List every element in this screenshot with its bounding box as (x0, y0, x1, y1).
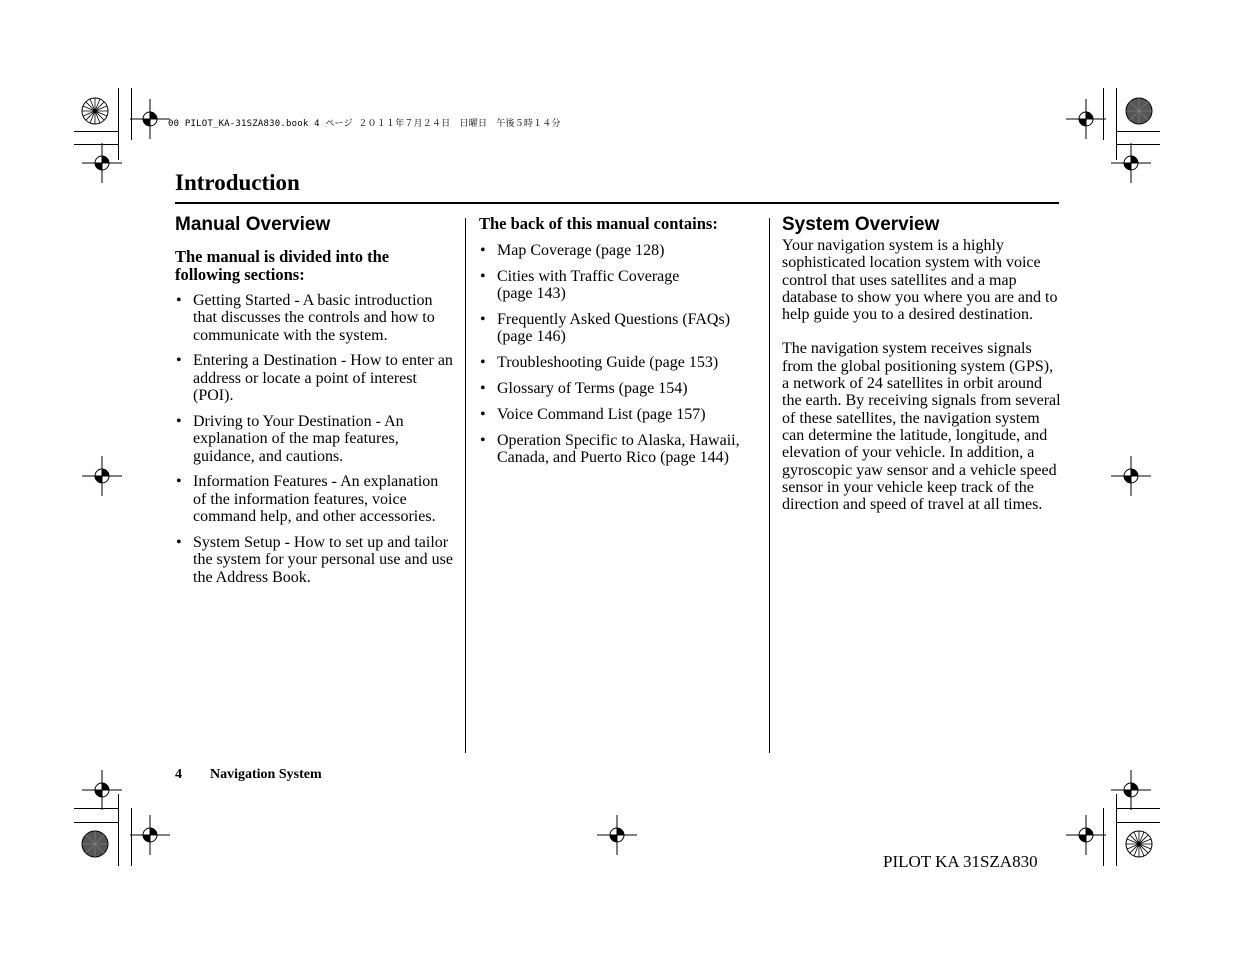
document-code: PILOT KA 31SZA830 (883, 852, 1038, 871)
appendix-list (479, 242, 764, 467)
title-rule (175, 202, 1059, 204)
page-title: Introduction (175, 170, 300, 195)
list-item (175, 292, 455, 344)
list-item-text: Frequently Asked Questions (FAQs) (page 146) (497, 311, 731, 346)
registration-mark-icon (1111, 770, 1151, 810)
registration-mark-icon (82, 143, 122, 183)
back-of-manual-column (479, 213, 764, 475)
bullet-icon: • (176, 473, 182, 491)
bullet-icon: • (480, 380, 486, 398)
list-item (175, 473, 455, 525)
bullet-icon: • (176, 412, 182, 430)
registration-mark-icon (1066, 99, 1106, 139)
dark-density-mark-icon (75, 824, 115, 864)
registration-mark-icon (1111, 143, 1151, 183)
bullet-icon: • (176, 352, 182, 370)
bullet-icon: • (480, 406, 486, 424)
bullet-icon: • (480, 267, 486, 285)
registration-mark-icon (1066, 815, 1106, 855)
bullet-icon: • (480, 354, 486, 372)
bullet-icon: • (176, 292, 182, 309)
list-item (479, 242, 764, 259)
dark-density-mark-icon (1119, 91, 1159, 131)
starburst-mark-icon (75, 91, 115, 131)
registration-mark-icon (597, 815, 637, 855)
column-divider (769, 218, 770, 753)
list-item (175, 413, 455, 465)
section-subheading: The manual is divided into the following sections: (175, 247, 390, 284)
section-heading: System Overview (782, 214, 940, 235)
list-item-text: Information Features - An explanation of the information features, voice command help, and other accessories. (193, 473, 439, 526)
list-item (479, 432, 764, 467)
list-item-text: Voice Command List (page 157) (497, 406, 706, 424)
list-item (479, 380, 764, 397)
list-item-text: Operation Specific to Alaska, Hawaii, Canada, and Puerto Rico (page 144) (497, 431, 740, 467)
registration-mark-icon (82, 456, 122, 496)
system-overview-column (782, 213, 1062, 513)
bullet-icon: • (480, 242, 486, 259)
bullet-icon: • (480, 311, 486, 329)
list-item-text: Glossary of Terms (page 154) (497, 380, 688, 398)
bullet-icon: • (176, 533, 182, 551)
body-paragraph: Your navigation system is a highly sophisticated location system with voice control that uses satellites and a map database to show you where you are and to help guide you to a desired destination. (782, 237, 1058, 324)
list-item-text: Entering a Destination - How to enter an address or locate a point of interest (POI). (193, 352, 453, 405)
column-divider (465, 218, 466, 753)
manual-sections-list (175, 292, 455, 586)
list-item-text: Troubleshooting Guide (page 153) (497, 354, 719, 372)
list-item-text: Driving to Your Destination - An explanation of the map features, guidance, and cautions. (193, 412, 404, 465)
list-item (175, 352, 455, 404)
list-item (479, 406, 764, 423)
bullet-icon: • (480, 431, 486, 449)
list-item (175, 534, 455, 586)
list-item (479, 354, 764, 371)
starburst-mark-icon (1119, 824, 1159, 864)
section-subheading: The back of this manual contains: (479, 214, 718, 233)
book-file-info: 00 PILOT_KA-31SZA830.book 4 ページ ２０１１年７月２４日 日曜日 午後５時１４分 (168, 119, 561, 129)
registration-mark-icon (1111, 456, 1151, 496)
list-item-text: Cities with Traffic Coverage (page 143) (497, 267, 680, 303)
list-item-text: System Setup - How to set up and tailor the system for your personal use and use the Address Book. (193, 533, 453, 586)
registration-mark-icon (82, 770, 122, 810)
registration-mark-icon (130, 815, 170, 855)
list-item-text: Map Coverage (page 128) (497, 242, 665, 259)
list-item-text: Getting Started - A basic introduction that discusses the controls and how to communicate with the system. (193, 292, 435, 344)
section-heading: Manual Overview (175, 214, 331, 235)
body-paragraph: The navigation system receives signals from the global positioning system (GPS), a network of 24 satellites in orbit around the earth. By receiving signals from several of these satellites, the navigation system can determine the latitude, longitude, and elevation of your vehicle. In addition, a gyroscopic yaw sensor and a vehicle speed sensor in your vehicle keep track of the direction and speed of travel at all times. (782, 340, 1061, 514)
manual-overview-column (175, 213, 455, 594)
list-item (479, 311, 764, 346)
registration-mark-icon (130, 99, 170, 139)
list-item (479, 268, 764, 303)
page-number: 4 (175, 767, 182, 782)
footer-label: Navigation System (210, 767, 322, 782)
